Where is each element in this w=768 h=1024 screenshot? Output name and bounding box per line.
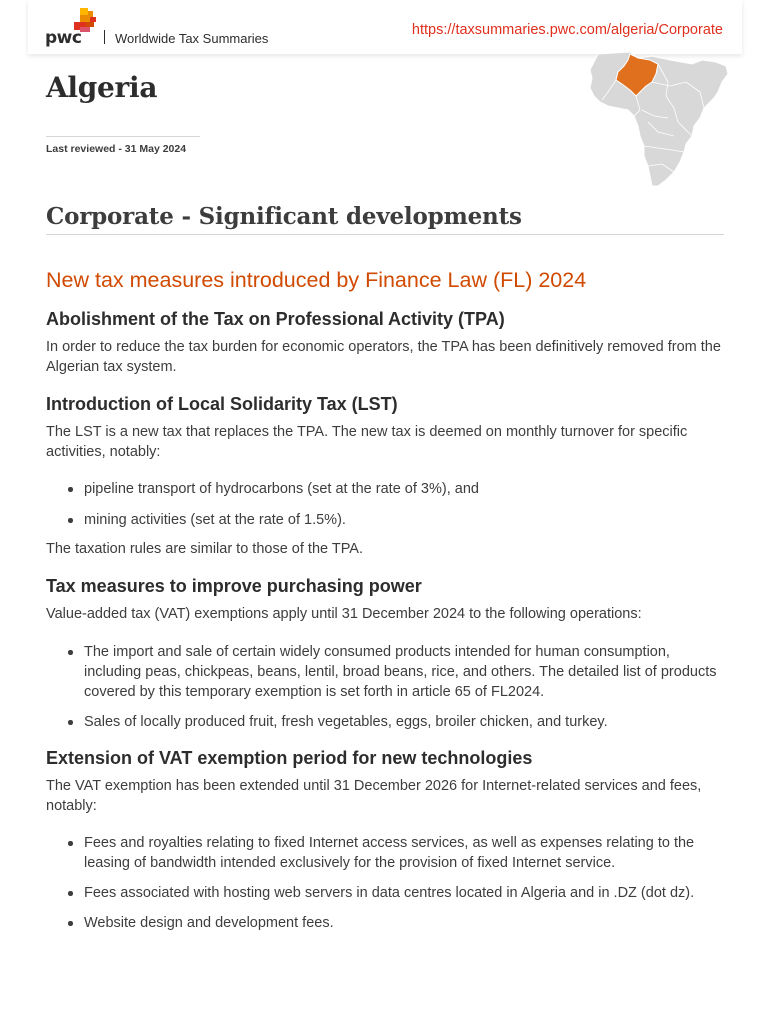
list-item: Sales of locally produced fruit, fresh vegetables, eggs, broiler chicken, and turkey. (46, 712, 726, 732)
paragraph: The taxation rules are similar to those of the TPA. (46, 541, 364, 557)
list-item: Website design and development fees. (46, 913, 726, 933)
list-item: pipeline transport of hydrocarbons (set at the rate of 3%), and (46, 479, 726, 499)
list-item: Fees and royalties relating to fixed Internet access services, as well as expenses relating to the leasing of bandwidth intended exclusively for the provision of fixed Internet service. (46, 833, 726, 873)
bullet-list (46, 833, 726, 933)
paragraph: In order to reduce the tax burden for economic operators, the TPA has been definitively removed from the Algerian tax system. (46, 339, 721, 375)
divider (46, 136, 200, 137)
article-headline: New tax measures introduced by Finance Law (FL) 2024 (46, 268, 587, 292)
list-item: mining activities (set at the rate of 1.5%). (46, 510, 726, 530)
divider (46, 234, 724, 235)
africa-map-icon (588, 52, 728, 188)
bullet-list (46, 642, 726, 732)
paragraph: Value-added tax (VAT) exemptions apply until 31 December 2024 to the following operations: (46, 606, 642, 622)
section-heading-vat-extension: Extension of VAT exemption period for new technologies (46, 748, 533, 768)
list-item: Fees associated with hosting web servers in data centres located in Algeria and in .DZ (dot dz). (46, 883, 726, 903)
last-reviewed-date: Last reviewed - 31 May 2024 (46, 143, 187, 155)
paragraph: The VAT exemption has been extended until 31 December 2026 for Internet-related services and fees, notably: (46, 778, 702, 814)
page-url-link[interactable]: https://taxsummaries.pwc.com/algeria/Corporate (411, 22, 723, 38)
site-name[interactable]: Worldwide Tax Summaries (115, 31, 269, 46)
country-title: Algeria (46, 71, 158, 104)
list-item: The import and sale of certain widely consumed products intended for human consumption, including peas, chickpeas, beans, lentil, broad beans, rice, and others. The detailed list of products covered by this temporary exemption is set forth in article 65 of FL2024. (46, 642, 726, 702)
section-heading-tpa: Abolishment of the Tax on Professional Activity (TPA) (46, 309, 505, 329)
pwc-logo[interactable]: pwc (45, 28, 82, 48)
paragraph: The LST is a new tax that replaces the TPA. The new tax is deemed on monthly turnover for specific activities, notably: (46, 424, 688, 460)
site-header (28, 0, 742, 54)
article-body (46, 266, 726, 933)
header-divider (104, 30, 105, 44)
section-heading-lst: Introduction of Local Solidarity Tax (LST) (46, 394, 398, 414)
section-heading-purchasing-power: Tax measures to improve purchasing power (46, 576, 422, 596)
section-title: Corporate - Significant developments (46, 203, 522, 230)
bullet-list (46, 479, 726, 530)
